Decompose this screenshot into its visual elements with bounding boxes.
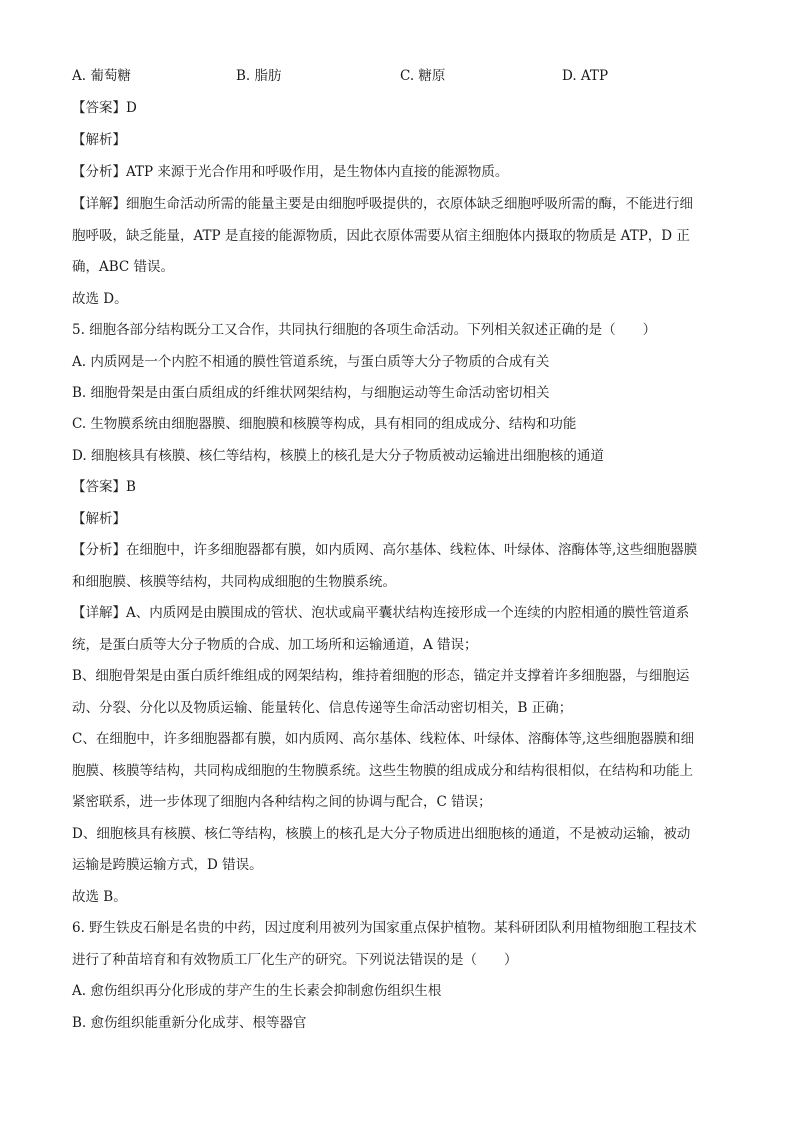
- q5-xiangjie-line: 动、分裂、分化以及物质运输、能量转化、信息传递等生命活动密切相关，B 正确；: [72, 700, 573, 716]
- q6-option-a: A. 愈伤组织再分化形成的芽产生的生长素会抑制愈伤组织生根: [72, 983, 442, 999]
- q4-option-d: D. ATP: [562, 68, 609, 84]
- q4-options-row: [72, 66, 608, 86]
- q5-xiangjie-line: D、细胞核具有核膜、核仁等结构，核膜上的核孔是大分子物质进出细胞核的通道，不是被动运输，被动: [72, 826, 691, 842]
- q5-xiangjie-line: 统，是蛋白质等大分子物质的合成、加工场所和运输通道，A 错误；: [72, 637, 478, 653]
- q4-xiangjie-line: 胞呼吸，缺乏能量，ATP 是直接的能源物质，因此衣原体需要从宿主细胞体内摄取的物质是 ATP，D 正: [72, 228, 690, 244]
- q4-fenxi: 【分析】ATP 来源于光合作用和呼吸作用，是生物体内直接的能源物质。: [72, 164, 509, 180]
- q4-analysis-label: 【解析】: [72, 132, 126, 148]
- q5-option-d: D. 细胞核具有核膜、核仁等结构，核膜上的核孔是大分子物质被动运输进出细胞核的通道: [72, 448, 604, 464]
- q5-option-b: B. 细胞骨架是由蛋白质组成的纤维状网架结构，与细胞运动等生命活动密切相关: [72, 385, 550, 401]
- q5-fenxi-line: 和细胞膜、核膜等结构，共同构成细胞的生物膜系统。: [72, 574, 396, 590]
- q5-option-a: A. 内质网是一个内腔不相通的膜性管道系统，与蛋白质等大分子物质的合成有关: [72, 354, 550, 370]
- q4-xiangjie-line: 【详解】细胞生命活动所需的能量主要是由细胞呼吸提供的，衣原体缺乏细胞呼吸所需的酶，不能进行细: [72, 196, 693, 212]
- q4-conclusion: 故选 D。: [72, 291, 128, 307]
- q5-xiangjie-line: B、细胞骨架是由蛋白质纤维组成的网架结构，维持着细胞的形态，锚定并支撑着许多细胞器，与细胞运: [72, 668, 690, 684]
- q6-stem-line: 6. 野生铁皮石斛是名贵的中药，因过度利用被列为国家重点保护植物。某科研团队利用植物细胞工程技术: [72, 920, 697, 936]
- q5-xiangjie-line: 运输是跨膜运输方式，D 错误。: [72, 857, 263, 873]
- q5-analysis-label: 【解析】: [72, 511, 126, 527]
- q4-option-b: B. 脂肪: [236, 68, 282, 84]
- q5-option-c: C. 生物膜系统由细胞器膜、细胞膜和核膜等构成，具有相同的组成成分、结构和功能: [72, 416, 577, 432]
- q6-option-b: B. 愈伤组织能重新分化成芽、根等器官: [72, 1015, 307, 1031]
- q4-xiangjie-line: 确，ABC 错误。: [72, 259, 175, 275]
- q5-answer: 【答案】B: [72, 479, 136, 495]
- q5-xiangjie-line: 紧密联系，进一步体现了细胞内各种结构之间的协调与配合，C 错误；: [72, 794, 492, 810]
- q5-stem: 5. 细胞各部分结构既分工又合作，共同执行细胞的各项生命活动。下列相关叙述正确的是（ ）: [72, 322, 657, 338]
- q5-xiangjie-line: 【详解】A、内质网是由膜围成的管状、泡状或扁平囊状结构连接形成一个连续的内腔相通的膜性管道系: [72, 605, 690, 621]
- q4-option-a: A. 葡萄糖: [72, 68, 131, 84]
- q4-answer: 【答案】D: [72, 100, 137, 116]
- q5-xiangjie-line: 胞膜、核膜等结构，共同构成细胞的生物膜系统。这些生物膜的组成成分和结构很相似，在结构和功能上: [72, 763, 693, 779]
- q4-option-c: C. 糖原: [400, 68, 446, 84]
- q5-conclusion: 故选 B。: [72, 889, 127, 905]
- q6-stem-line: 进行了种苗培育和有效物质工厂化生产的研究。下列说法错误的是（ ）: [72, 952, 518, 968]
- q5-xiangjie-line: C、在细胞中，许多细胞器都有膜，如内质网、高尔基体、线粒体、叶绿体、溶酶体等,这些细胞器膜和细: [72, 731, 695, 747]
- q5-fenxi-line: 【分析】在细胞中，许多细胞器都有膜，如内质网、高尔基体、线粒体、叶绿体、溶酶体等,这些细胞器膜: [72, 542, 698, 558]
